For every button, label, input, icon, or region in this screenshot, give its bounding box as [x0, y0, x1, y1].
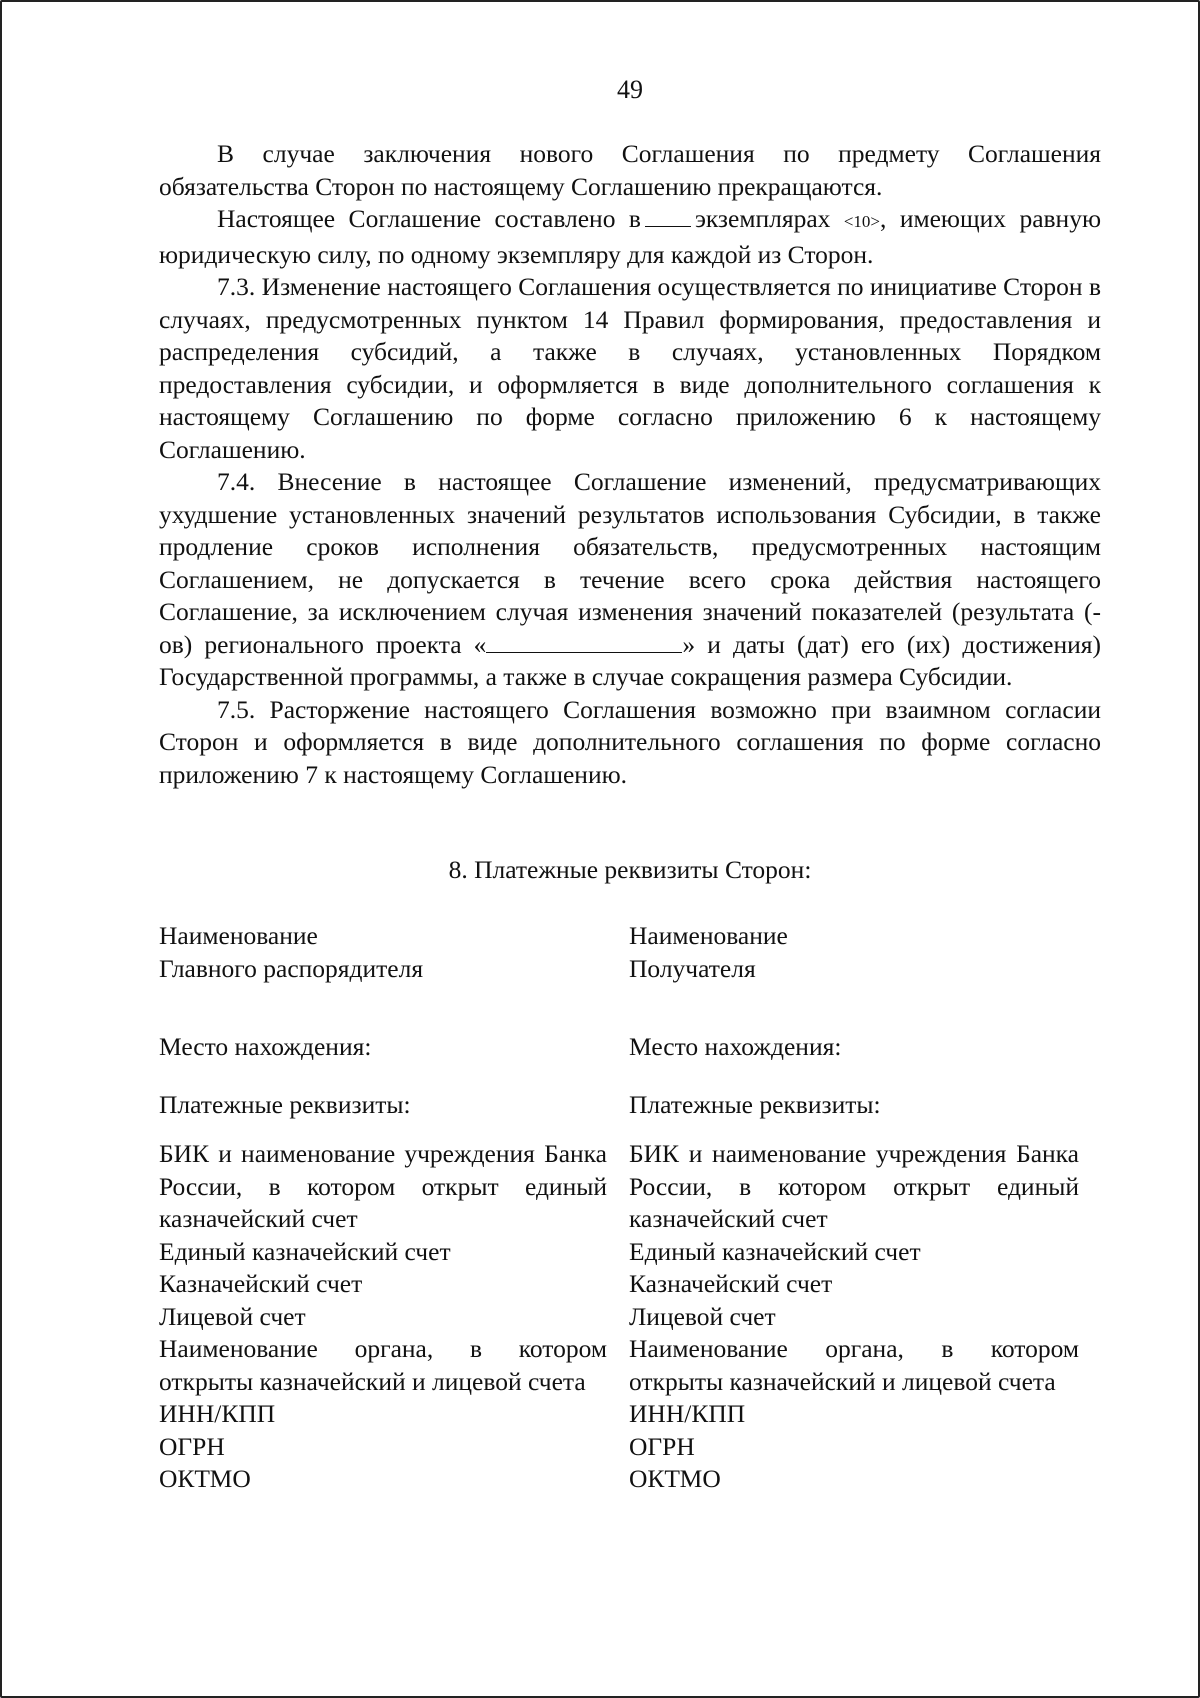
footnote-ref-10: <10>	[843, 212, 881, 231]
copies-text-middle: экземплярах	[694, 204, 831, 233]
left-ogrn-label: ОГРН	[159, 1431, 225, 1461]
paragraph-7-4-end: » и даты (дат) его (их) достижения) Государственной программы, а также в случае сокращения размера Субсидии.	[159, 629, 1101, 691]
copies-text-end: , имеющих равную юридическую силу, по одному экземпляру для каждой из Сторон.	[159, 204, 1101, 269]
paragraph-copies	[159, 203, 1101, 271]
right-ogrn-label: ОГРН	[629, 1431, 695, 1461]
regional-project-blank	[486, 634, 682, 653]
left-oktmo-label: ОКТМО	[159, 1464, 251, 1493]
left-treasury-account-label: Казначейский счет	[159, 1269, 363, 1298]
left-bik-label: БИК и наименование учреждения Банка России, в котором открыт единый казначейский счет	[159, 1139, 607, 1233]
left-location-label: Место нахождения:	[159, 1032, 372, 1061]
left-party-column	[159, 920, 607, 1496]
left-unified-account-label: Единый казначейский счет	[159, 1236, 451, 1266]
section-title: 8. Платежные реквизиты Сторон:	[448, 855, 812, 884]
right-inn-label: ИНН/КПП	[629, 1399, 746, 1428]
left-name-subject: Главного распорядителя	[159, 953, 424, 983]
paragraph-7-3: 7.3. Изменение настоящего Соглашения осуществляется по инициативе Сторон в случаях, предусмотренных пунктом 14 Правил формирования, предоставления и распределения субсидий, а также в случаях, установленных Порядком предоставления субсидии, и оформляется в виде дополнительного соглашения к настоящему Соглашению по форме согласно приложению 6 к настоящему Соглашению.	[159, 272, 1101, 464]
right-treasury-account-label: Казначейский счет	[629, 1269, 833, 1298]
right-oktmo-label: ОКТМО	[629, 1464, 721, 1493]
right-unified-account-label: Единый казначейский счет	[629, 1236, 921, 1266]
paragraph-7-4-start: 7.4. Внесение в настоящее Соглашение изменений, предусматривающих ухудшение установленных значений результатов использования Субсидии, в также продление сроков исполнения обязательств, предусмотренных настоящим Соглашением, не допускается в течение всего срока действия настоящего Соглашение, за исключением случая изменения значений показателей (результата (-ов) регионального проекта «	[159, 467, 1101, 659]
page-number: 49	[617, 75, 643, 104]
left-personal-account-label: Лицевой счет	[159, 1301, 306, 1331]
left-payment-label: Платежные реквизиты:	[159, 1089, 411, 1119]
right-name-subject: Получателя	[629, 953, 756, 983]
paragraph-new-agreement: В случае заключения нового Соглашения по предмету Соглашения обязательства Сторон по настоящему Соглашению прекращаются.	[159, 139, 1101, 201]
right-location-label: Место нахождения:	[629, 1032, 842, 1061]
paragraph-7-5: 7.5. Расторжение настоящего Соглашения возможно при взаимном согласии Сторон и оформляется в виде дополнительного соглашения по форме согласно приложению 7 к настоящему Соглашению.	[159, 694, 1101, 789]
agreement-body	[159, 138, 1101, 791]
right-name-label: Наименование	[629, 921, 788, 950]
copies-count-blank	[645, 208, 691, 227]
right-authority-label: Наименование органа, в котором открыты казначейский и лицевой счета	[629, 1334, 1079, 1396]
left-inn-label: ИНН/КПП	[159, 1399, 276, 1428]
left-name-label: Наименование	[159, 921, 318, 950]
paragraph-7-4	[159, 466, 1101, 694]
right-bik-label: БИК и наименование учреждения Банка России, в котором открыт единый казначейский счет	[629, 1139, 1079, 1233]
right-personal-account-label: Лицевой счет	[629, 1301, 776, 1331]
copies-text-start: Настоящее Соглашение составлено в	[217, 204, 641, 233]
right-party-column	[629, 920, 1079, 1496]
right-payment-label: Платежные реквизиты:	[629, 1089, 881, 1119]
left-authority-label: Наименование органа, в котором открыты казначейский и лицевой счета	[159, 1334, 607, 1396]
